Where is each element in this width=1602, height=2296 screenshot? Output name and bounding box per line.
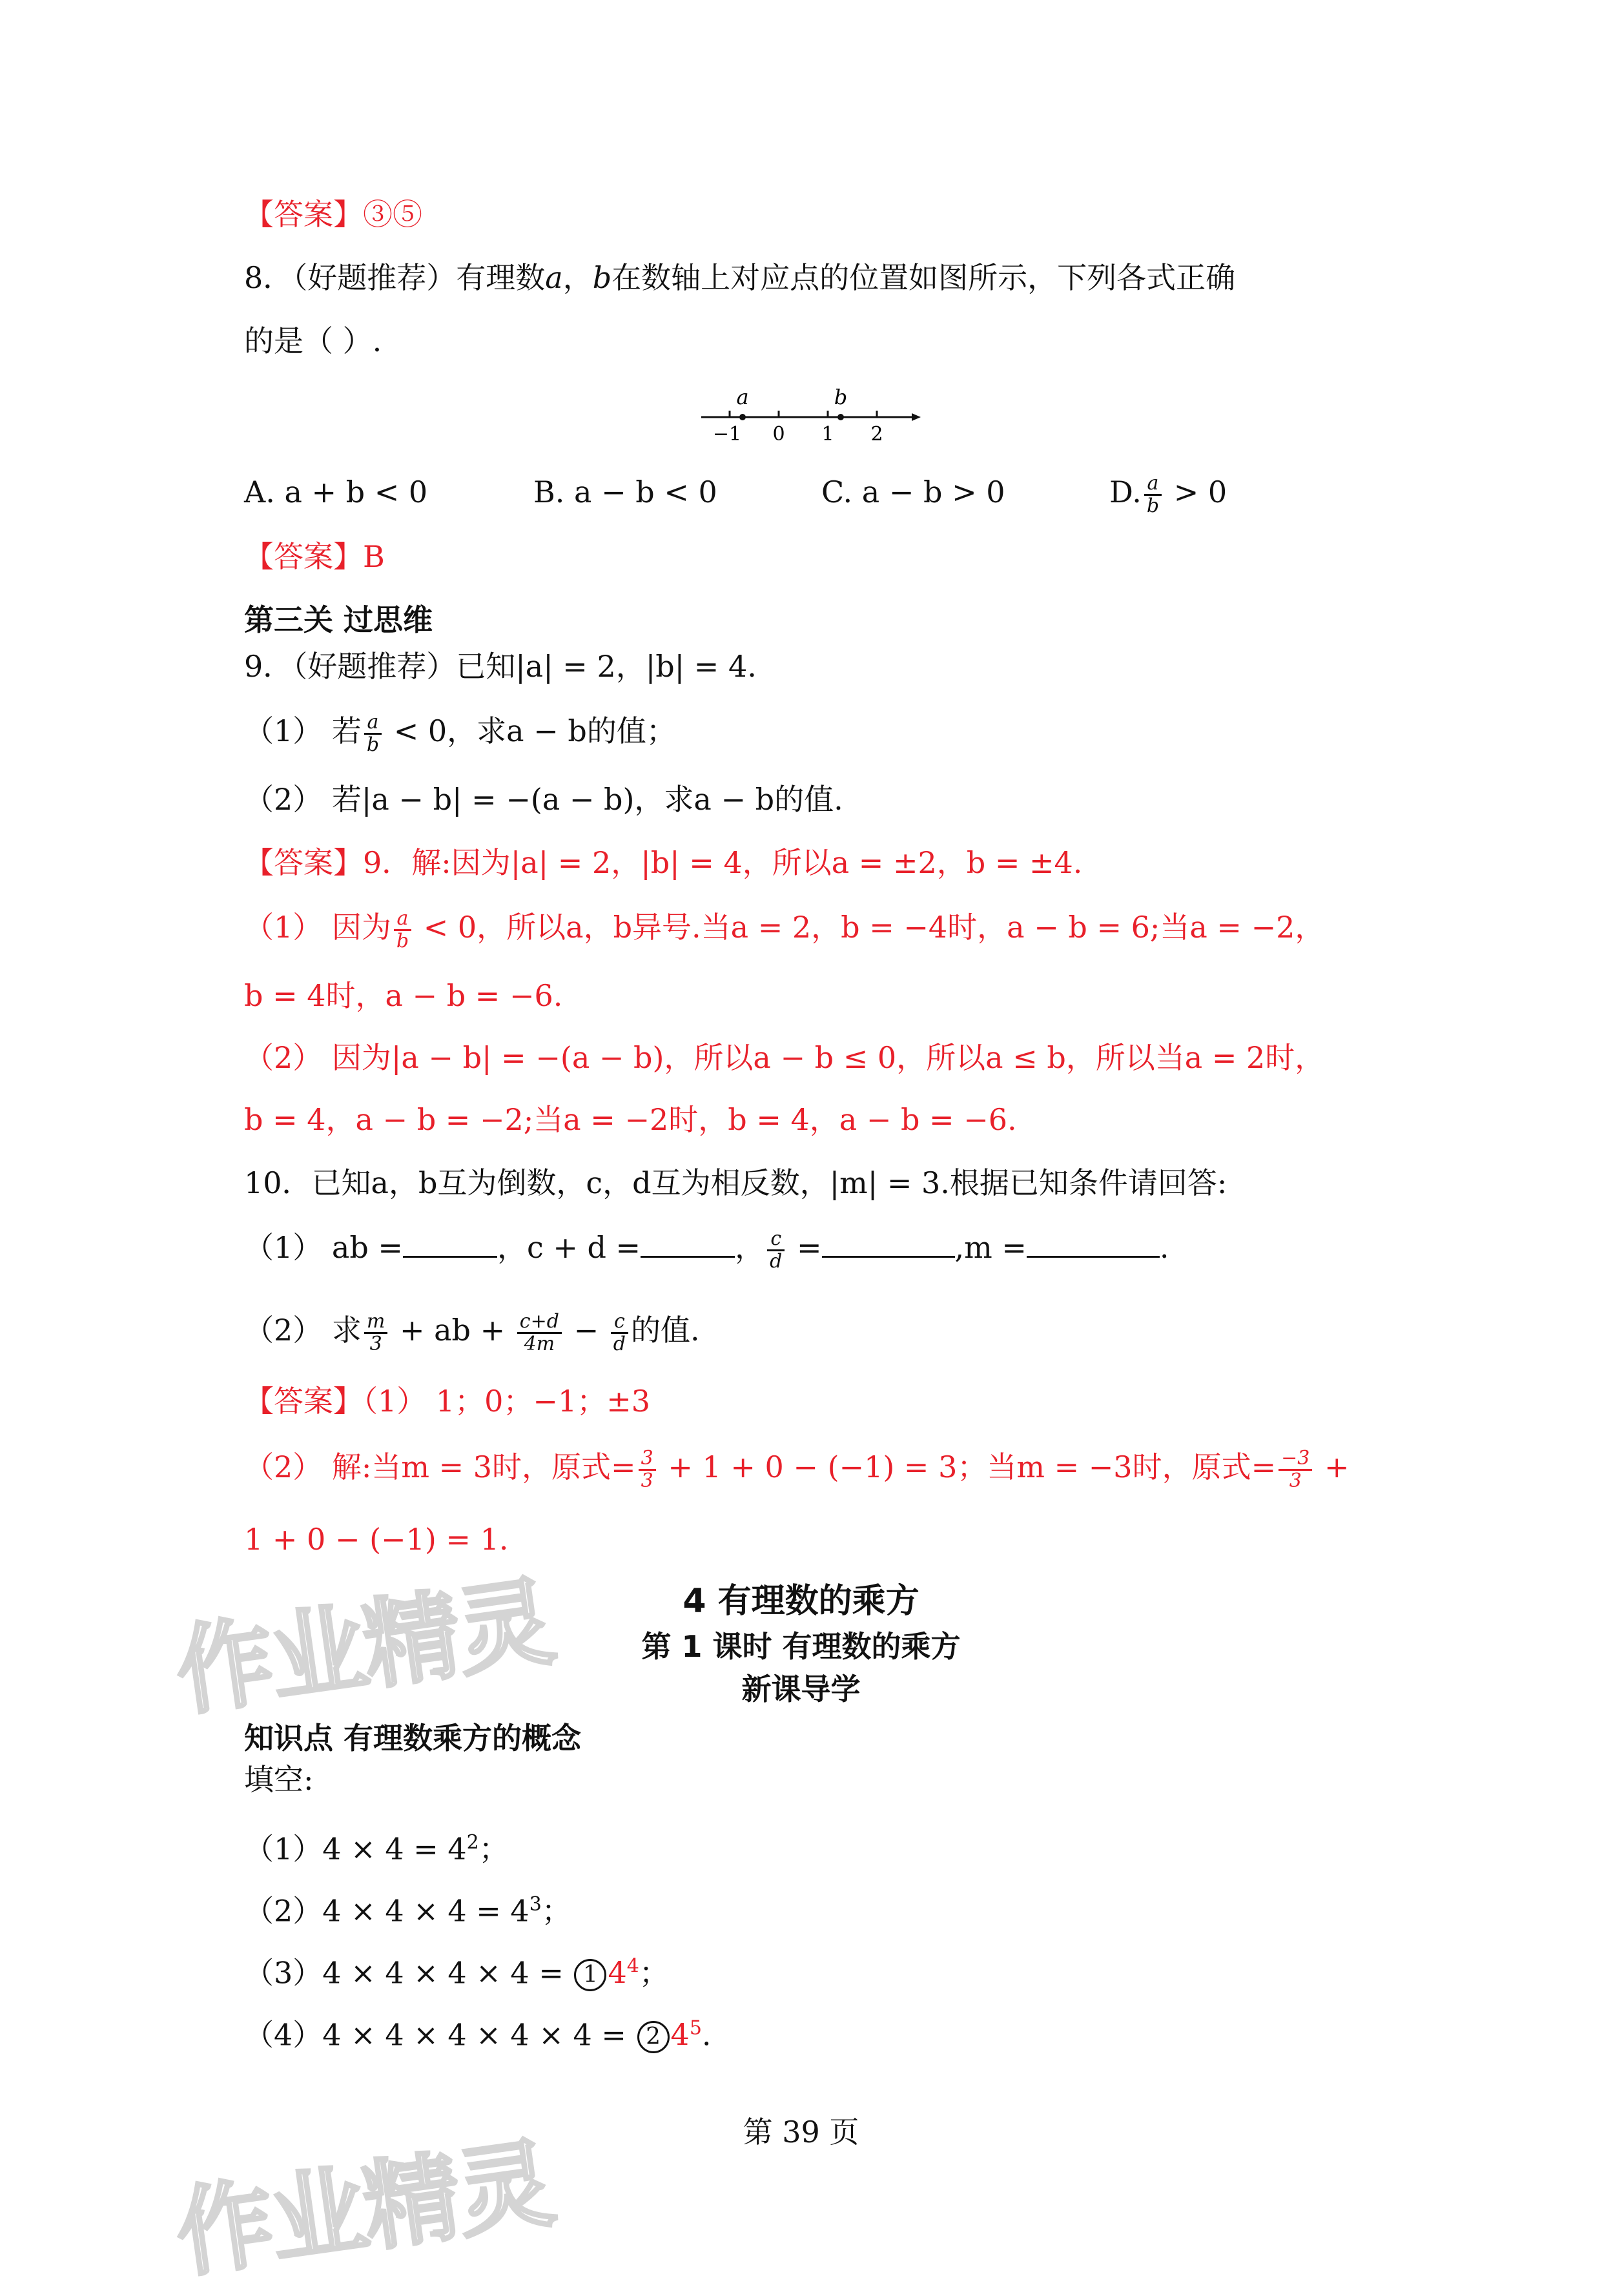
fraction: $\frac{-3}{3}$ bbox=[1279, 1448, 1312, 1491]
fill-item-4 bbox=[244, 2008, 712, 2053]
answer-label: 【答案】 bbox=[244, 845, 363, 880]
answer-part1-prefix: （1） 因为 bbox=[244, 910, 391, 945]
item-suffix: ； bbox=[541, 1893, 571, 1929]
q10-part2-prefix: （2） 求 bbox=[244, 1313, 362, 1348]
q9-part2: （2） 若|a − b| = −(a − b)，求a − b的值. bbox=[244, 782, 843, 817]
answer-label: 【答案】 bbox=[244, 197, 363, 232]
fraction: $\frac{c}{d}$ bbox=[767, 1229, 785, 1272]
fraction: $\frac{3}{3}$ bbox=[639, 1448, 656, 1491]
fraction: $\frac{a}{b}$ bbox=[1144, 473, 1162, 517]
tick-label: 2 bbox=[870, 423, 883, 446]
answer-blank bbox=[403, 1227, 497, 1258]
fill-item-3 bbox=[244, 1946, 669, 1991]
knowledge-title: 知识点 有理数乘方的概念 bbox=[244, 1721, 582, 1756]
fill-answer bbox=[671, 2017, 702, 2052]
q9-stem: 9．（好题推荐）已知|a| = 2，|b| = 4. bbox=[244, 649, 757, 684]
answer-blank bbox=[1027, 1227, 1160, 1258]
fraction: $\frac{c}{d}$ bbox=[611, 1311, 628, 1355]
number-line-diagram bbox=[691, 381, 923, 452]
q9-answer-part1 bbox=[244, 900, 1324, 954]
point-a-label: a bbox=[736, 385, 749, 409]
q10-part2-mid1: + ab + bbox=[390, 1313, 515, 1348]
option-b: B. a − b < 0 bbox=[533, 475, 717, 509]
fraction: $\frac{m}{3}$ bbox=[364, 1311, 387, 1355]
watermark: 作业精灵 bbox=[169, 1566, 559, 1730]
page-number: 第 39 页 bbox=[743, 2115, 859, 2149]
answer-part2-suffix: + bbox=[1315, 1450, 1350, 1484]
fraction: $\frac{c+d}{4m}$ bbox=[517, 1311, 562, 1355]
answer-text: （1） 1；0；−1；±3 bbox=[363, 1384, 651, 1419]
circled-number: 2 bbox=[637, 2021, 670, 2053]
tick-label: 1 bbox=[821, 423, 834, 446]
q10-part1 bbox=[244, 1220, 1169, 1275]
q10-part1-b: ，c + d = bbox=[497, 1230, 641, 1265]
q10-answer-part1 bbox=[244, 1380, 650, 1422]
watermark: 作业精灵 bbox=[169, 2127, 559, 2291]
q10-part2-mid2: − bbox=[564, 1313, 608, 1348]
q8-rest: 在数轴上对应点的位置如图所示，下列各式正确 bbox=[611, 260, 1236, 295]
item-text: （3）4 × 4 × 4 × 4 = bbox=[244, 1955, 573, 1991]
answer-part2-mid: + 1 + 0 − (−1) = 3；当m = −3时，原式= bbox=[658, 1450, 1277, 1484]
option-a: A. a + b < 0 bbox=[244, 475, 428, 509]
q10-part1-d: = bbox=[787, 1230, 822, 1265]
tick-label: −1 bbox=[712, 423, 742, 446]
fill-instruction: 填空: bbox=[244, 1762, 314, 1797]
q9-answer-part1-line2: b = 4时，a − b = −6. bbox=[244, 978, 563, 1013]
option-c: C. a − b > 0 bbox=[821, 475, 1005, 509]
answer-base: 4 bbox=[670, 2017, 690, 2053]
q10-part1-e: ,m = bbox=[954, 1230, 1027, 1265]
q9-part1 bbox=[244, 704, 676, 758]
q8-stem-line2: 的是（ ）. bbox=[244, 323, 382, 358]
item-suffix: ； bbox=[478, 1831, 509, 1867]
answer-part2-prefix: （2） 解:当m = 3时，原式= bbox=[244, 1450, 636, 1484]
fraction: $\frac{a}{b}$ bbox=[394, 908, 411, 952]
answer-base: 4 bbox=[608, 1955, 627, 1991]
q9-answer-line1 bbox=[244, 842, 1082, 883]
q10-answer-part2-line2: 1 + 0 − (−1) = 1. bbox=[244, 1522, 509, 1557]
lesson-title: 第 1 课时 有理数的乘方 bbox=[641, 1629, 961, 1664]
tick-label: 0 bbox=[772, 423, 785, 446]
item-text: （2）4 × 4 × 4 = 4 bbox=[244, 1893, 529, 1929]
answer-blank bbox=[822, 1227, 955, 1258]
option-d bbox=[1109, 465, 1227, 519]
circled-number: 1 bbox=[574, 1959, 606, 1991]
fill-item-2 bbox=[244, 1884, 571, 1929]
q9-answer-part2-line1: （2） 因为|a − b| = −(a − b)，所以a − b ≤ 0，所以a ≤ b，所以当a = 2时， bbox=[244, 1040, 1325, 1075]
option-d-prefix: D. bbox=[1109, 475, 1142, 509]
section-heading: 新课导学 bbox=[741, 1672, 861, 1707]
answer-text: 9．解:因为|a| = 2，|b| = 4，所以a = ±2，b = ±4. bbox=[363, 845, 1083, 880]
q8-var-b: b bbox=[592, 260, 612, 295]
q10-part2 bbox=[244, 1303, 700, 1357]
section-title: 第三关 过思维 bbox=[244, 602, 433, 637]
item-suffix: ； bbox=[639, 1955, 669, 1991]
q10-stem: 10．已知a，b互为倒数，c，d互为相反数，|m| = 3.根据已知条件请回答: bbox=[244, 1165, 1227, 1200]
answer-part1-suffix: < 0，所以a，b异号.当a = 2，b = −4时，a − b = 6;当a = −2， bbox=[414, 910, 1325, 945]
exponent: 4 bbox=[626, 1955, 639, 1978]
point-b-label: b bbox=[834, 385, 848, 409]
item-suffix: . bbox=[701, 2017, 712, 2053]
answer-value: B bbox=[363, 539, 385, 574]
answer-label: 【答案】 bbox=[244, 1384, 363, 1419]
q8-var-a: a bbox=[545, 260, 563, 295]
answer-label: 【答案】 bbox=[244, 539, 363, 574]
fill-answer bbox=[608, 1955, 639, 1990]
q8-comma: ， bbox=[562, 260, 593, 295]
q8-prefix: 8．（好题推荐）有理数 bbox=[244, 260, 546, 295]
q7-answer bbox=[244, 194, 422, 235]
answer-blank bbox=[641, 1227, 735, 1258]
answer-value: ③⑤ bbox=[363, 197, 422, 232]
option-d-suffix: > 0 bbox=[1164, 475, 1227, 509]
q10-part1-f: . bbox=[1159, 1230, 1169, 1265]
item-text: （4）4 × 4 × 4 × 4 × 4 = bbox=[244, 2017, 636, 2053]
exponent: 2 bbox=[466, 1831, 479, 1854]
item-text: （1）4 × 4 = 4 bbox=[244, 1831, 467, 1867]
q9-part1-suffix: < 0，求a − b的值； bbox=[384, 713, 676, 748]
q10-part2-suffix: 的值. bbox=[630, 1313, 700, 1348]
exponent: 3 bbox=[529, 1893, 542, 1916]
exponent: 5 bbox=[689, 2017, 702, 2040]
fill-item-1 bbox=[244, 1822, 509, 1867]
q8-answer bbox=[244, 536, 385, 577]
fraction: $\frac{a}{b}$ bbox=[364, 712, 382, 755]
chapter-title: 4 有理数的乘方 bbox=[683, 1582, 919, 1621]
q8-stem bbox=[244, 257, 1235, 298]
q10-part1-a: （1） ab = bbox=[244, 1230, 403, 1265]
q10-part1-c: ， bbox=[735, 1230, 765, 1265]
q9-answer-part2-line2: b = 4，a − b = −2;当a = −2时，b = 4，a − b = −6. bbox=[244, 1102, 1017, 1137]
q9-part1-prefix: （1） 若 bbox=[244, 713, 362, 748]
q10-answer-part2 bbox=[244, 1440, 1350, 1494]
